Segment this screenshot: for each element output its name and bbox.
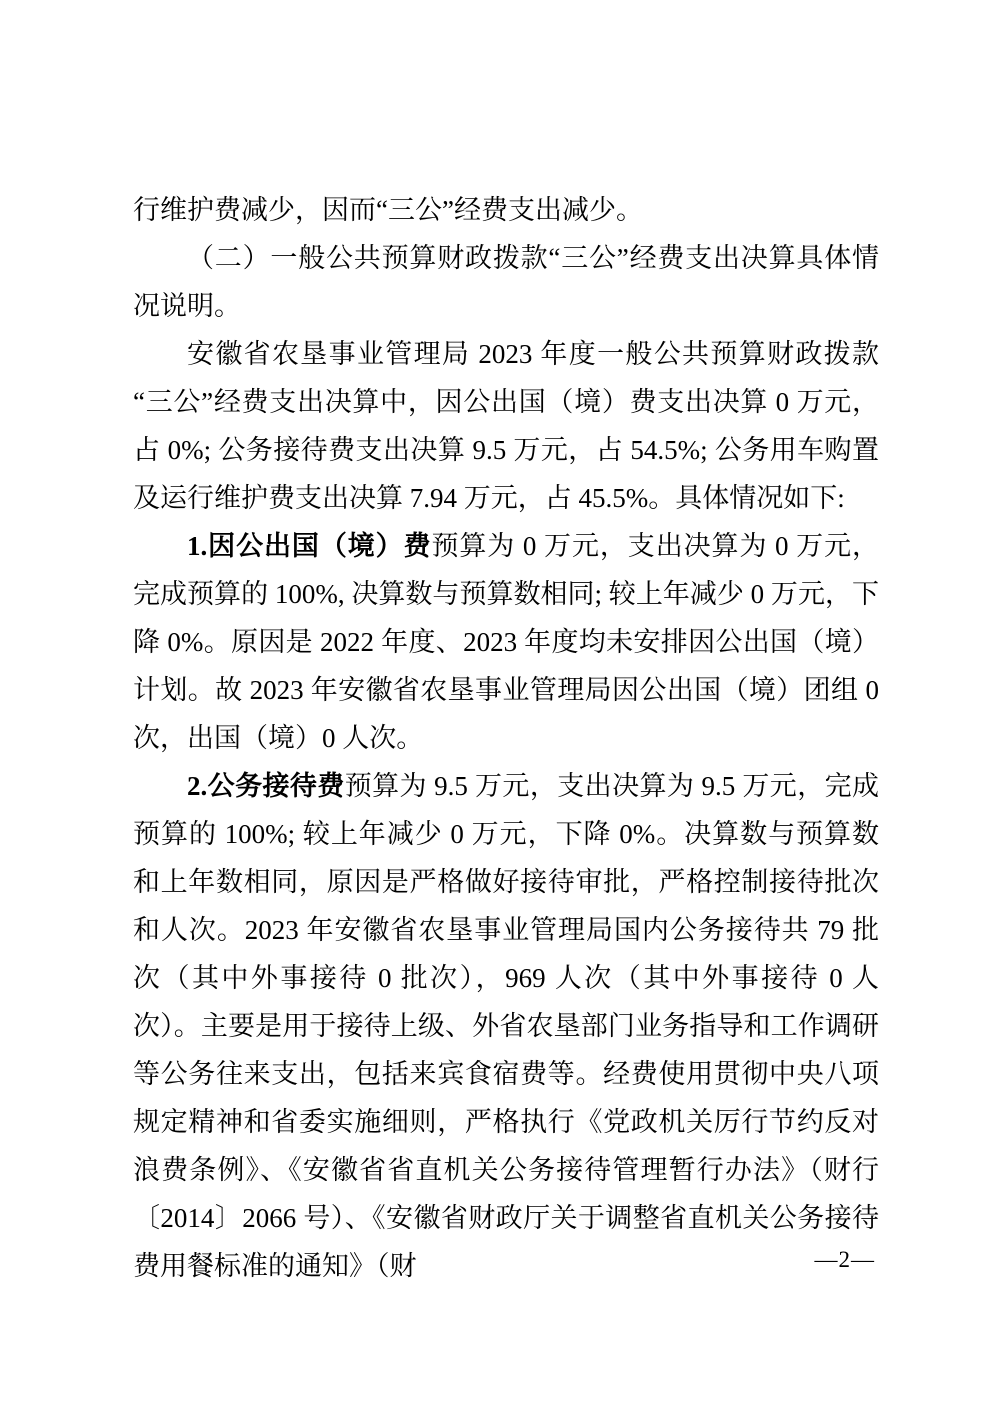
paragraph-item-2-reception-expense (133, 762, 879, 1290)
paragraph-lead: 1.因公出国（境）费 (187, 531, 432, 561)
paragraph-section-heading (133, 234, 879, 330)
paragraph-text: 行维护费减少，因而“三公”经费支出减少。 (133, 195, 643, 225)
paragraph-text: 安徽省农垦事业管理局 2023 年度一般公共预算财政拨款“三公”经费支出决算中，因公出国（境）费支出决算 0 万元，占 0%; 公务接待费支出决算 9.5 万元，占 54.5%; 公务用车购置及运行维护费支出决算 7.94 万元，占 45.5%。具体情况如下: (133, 339, 879, 513)
paragraph-text: 预算为 9.5 万元，支出决算为 9.5 万元，完成预算的 100%; 较上年减少 0 万元，下降 0%。决算数与预算数和上年数相同，原因是严格做好接待审批，严格控制接待批次和人次。2023 年安徽省农垦事业管理局国内公务接待共 79 批次（其中外事接待 0 批次），969 人次（其中外事接待 0 人次）。主要是用于接待上级、外省农垦部门业务指导和工作调研等公务往来支出，包括来宾食宿费等。经费使用贯彻中央八项规定精神和省委实施细则，严格执行《党政机关厉行节约反对浪费条例》、《安徽省省直机关公务接待管理暂行办法》（财行〔2014〕2066 号）、《安徽省财政厅关于调整省直机关公务接待费用餐标准的通知》（财 (133, 771, 880, 1281)
paragraph-lead: 2.公务接待费 (187, 771, 345, 801)
paragraph-text: 预算为 0 万元，支出决算为 0 万元，完成预算的 100%, 决算数与预算数相同; 较上年减少 0 万元，下降 0%。原因是 2022 年度、2023 年度均未安排因公出国（境）计划。故 2023 年安徽省农垦事业管理局因公出国（境）团组 0 次，出国（境）0 人次。 (133, 531, 880, 753)
paragraph-text: （二）一般公共预算财政拨款“三公”经费支出决算具体情况说明。 (133, 243, 879, 321)
document-body (133, 186, 879, 1290)
paragraph-overview (133, 330, 879, 522)
paragraph-continuation (133, 186, 879, 234)
page-number: —2— (814, 1247, 875, 1272)
paragraph-item-1-abroad-expense (133, 522, 879, 762)
